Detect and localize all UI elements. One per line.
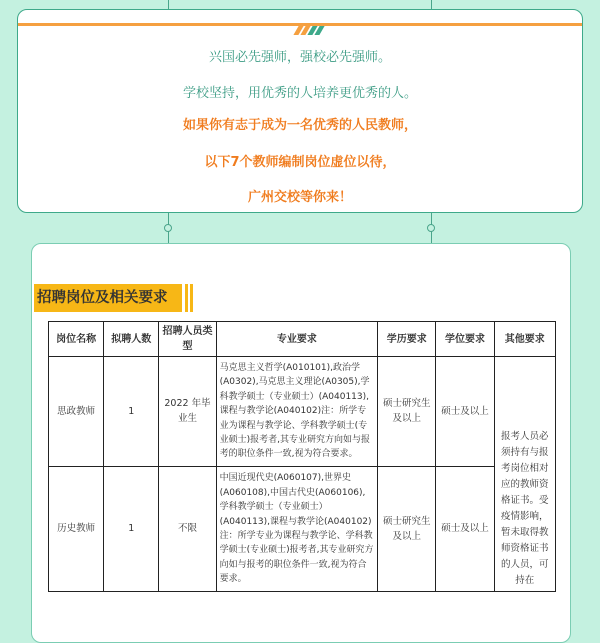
intro-line: 如果你有志于成为一名优秀的人民教师， bbox=[182, 118, 417, 133]
column-header: 拟聘人数 bbox=[104, 322, 159, 357]
table-row bbox=[49, 466, 556, 591]
intro-line: 广州交校等你来！ bbox=[247, 190, 352, 205]
title-accent-bar bbox=[190, 284, 193, 312]
position-count: 1 bbox=[104, 357, 159, 467]
recruit-type: 2022 年毕业生 bbox=[159, 357, 216, 467]
stripe-decoration bbox=[296, 20, 330, 29]
column-header: 学历要求 bbox=[378, 322, 436, 357]
position-name: 思政教师 bbox=[49, 357, 104, 467]
position-name: 历史教师 bbox=[49, 466, 104, 591]
column-header: 招聘人员类型 bbox=[159, 322, 216, 357]
title-accent-bar bbox=[185, 284, 188, 312]
column-header: 专业要求 bbox=[216, 322, 378, 357]
degree-requirement: 硕士及以上 bbox=[436, 466, 494, 591]
intro-line: 以下7个教师编制岗位虚位以待， bbox=[204, 155, 396, 170]
recruit-type: 不限 bbox=[159, 466, 216, 591]
degree-requirement: 硕士及以上 bbox=[436, 357, 494, 467]
table-header-row bbox=[49, 322, 556, 357]
positions-card bbox=[31, 243, 571, 643]
positions-table bbox=[48, 321, 556, 592]
intro-line: 兴国必先强师，强校必先强师。 bbox=[208, 50, 391, 65]
other-requirement: 报考人员必须持有与报考岗位相对应的教师资格证书。受疫情影响，暂未取得教师资格证书的人员，可持在 bbox=[494, 357, 555, 592]
ring-icon bbox=[427, 224, 435, 232]
education-requirement: 硕士研究生及以上 bbox=[378, 466, 436, 591]
column-header: 其他要求 bbox=[494, 322, 555, 357]
major-requirement: 中国近现代史(A060107),世界史(A060108),中国古代史(A060106),学科教学硕士（专业硕士）(A040113),课程与教学论(A040102)注：所学专业为课程与教学论、学科教学硕士(专业硕士)报考者,其专业研究方向如与报考的职位条件一致,视为符合要求。 bbox=[216, 466, 378, 591]
ring-icon bbox=[164, 224, 172, 232]
intro-card bbox=[17, 9, 583, 213]
column-header: 岗位名称 bbox=[49, 322, 104, 357]
table-row bbox=[49, 357, 556, 467]
intro-line: 学校坚持，用优秀的人培养更优秀的人。 bbox=[182, 86, 417, 101]
education-requirement: 硕士研究生及以上 bbox=[378, 357, 436, 467]
column-header: 学位要求 bbox=[436, 322, 494, 357]
position-count: 1 bbox=[104, 466, 159, 591]
major-requirement: 马克思主义哲学(A010101),政治学(A0302),马克思主义理论(A0305),学科教学硕士（专业硕士）(A040113),课程与教学论(A040102)注：所学专业为课程与教学论、学科教学硕士(专业硕士)报考者,其专业研究方向如与报考的职位条件一致,视为符合要求。 bbox=[216, 357, 378, 467]
section-title: 招聘岗位及相关要求 bbox=[34, 284, 182, 312]
